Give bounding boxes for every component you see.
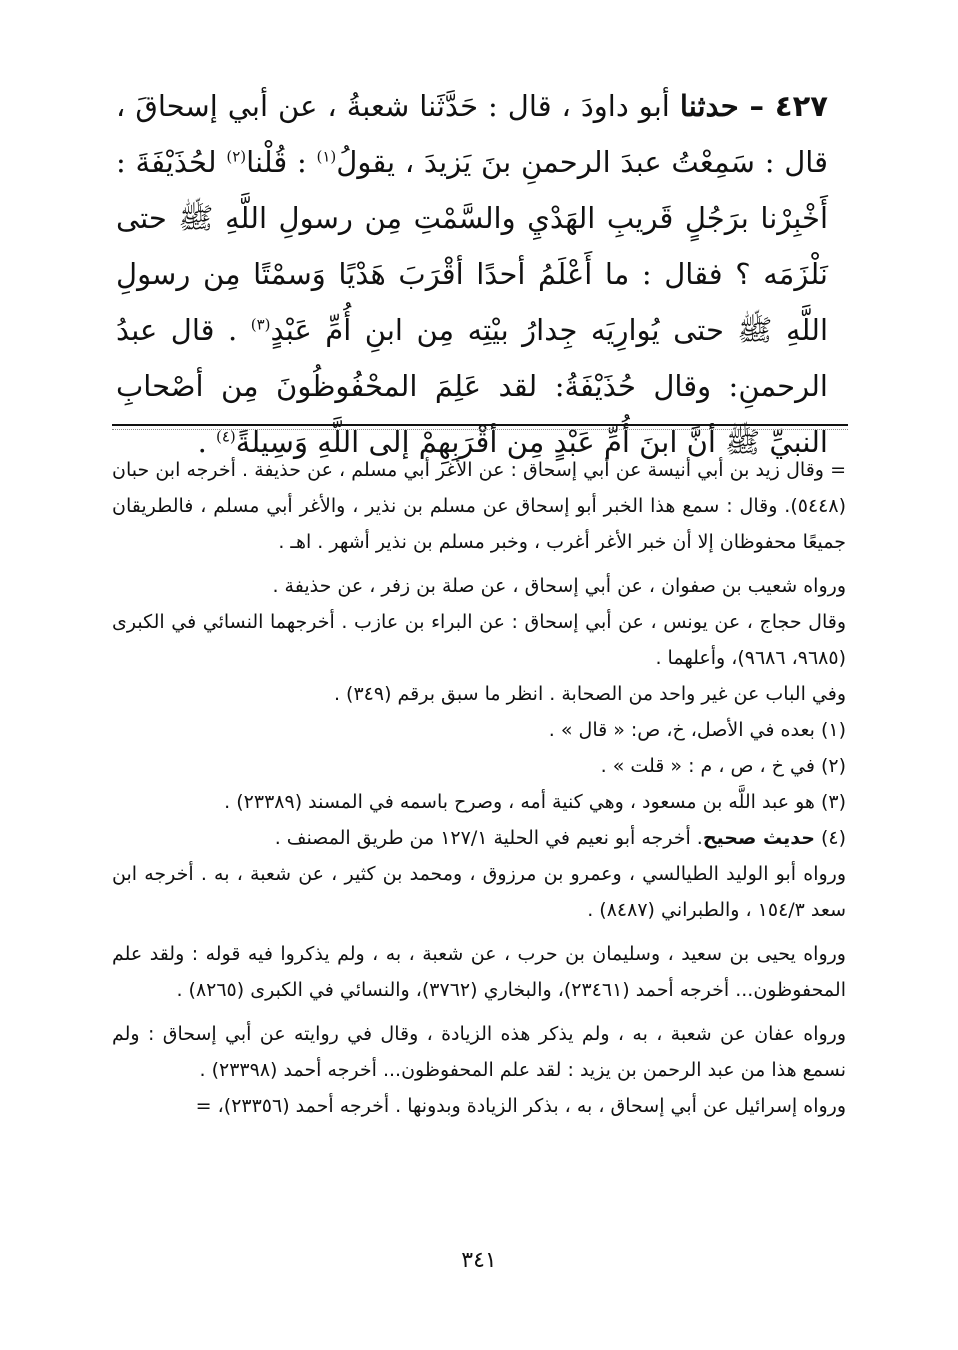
footnote-paragraph: ورواه إسرائيل عن أبي إسحاق ، به ، بذكر الزيادة وبدونها . أخرجه أحمد (٢٣٣٥٦)، =	[195, 1095, 846, 1117]
hadith-paragraph	[116, 78, 828, 470]
footnote-ref-1: (١)	[316, 147, 337, 166]
footnote-2: (٢) في خ ، ص ، م : « قلت » .	[600, 755, 846, 777]
footnote-1: (١) بعده في الأصل، خ، ص: « قال » .	[548, 719, 846, 741]
hadith-seg2: : قُلْنا	[246, 145, 317, 179]
footnote-4-text: . أخرجه أبو نعيم في الحلية ١٢٧/١ من طريق المصنف .	[274, 827, 703, 849]
footnote-4-label: (٤)	[814, 827, 846, 849]
footnote-paragraph: وفي الباب عن غير واحد من الصحابة . انظر ما سبق برقم (٣٤٩) .	[333, 683, 846, 705]
footnote-4	[112, 820, 846, 856]
footnote-paragraph: ورواه عفان عن شعبة ، به ، ولم يذكر هذه الزيادة ، وقال في روايته عن أبي إسحاق : ولم نسمع هذا من عبد الرحمن بن يزيد : لقد علم المحفوظون... أخرجه أحمد (٢٣٣٩٨) .	[112, 1023, 846, 1081]
hadith-dash: –	[738, 89, 775, 123]
footnote-continuation: = وقال زيد بن أبي أنيسة عن أبي إسحاق : عن الأغر أبي مسلم ، عن حذيفة . أخرجه ابن حبان (٥٤٤٨). وقال : سمع هذا الخبر أبو إسحاق عن مسلم بن نذير ، والأغر أبي مسلم ، فالطريقان جميعًا محفوظان إلا أن خبر الأغر أغرب ، وخبر مسلم بن نذير أشهر . اهـ .	[112, 459, 846, 553]
hadith-lead: حدثنا	[679, 89, 739, 123]
footnote-paragraph: وقال حجاج ، عن يونس ، عن أبي إسحاق : عن البراء بن عازب . أخرجهما النسائي في الكبرى (٩٦٨٥، ٩٦٨٦)، وأعلهما .	[112, 611, 846, 669]
hadith-seg3: لحُذَيْفَةَ : أَخْبِرْنا برَجُلٍ قَريبِ الهَدْيِ والسَّمْتِ مِن رسولِ اللَّهِ ﷺ حتى نَلْزَمَه ؟ فقال : ما أَعْلَمُ أحدًا أقْرَبَ هَدْيًا وَسمْتًا مِن رسولِ اللَّهِ ﷺ حتى يُوارِيَه جِدارُ بيْتِه مِن ابنِ أُمِّ عَبْدٍ	[116, 145, 828, 347]
hadith-end: .	[197, 425, 216, 459]
hadith-line1: أبو داودَ ، قال : حَدَّثَنا شعبةُ ، عن أبي إسحاقَ ، قال : سَمِعْتُ عبدَ الرحمنِ بنَ يَزيدَ ، يقولُ	[116, 89, 828, 179]
hadith-seg4: . قال عبدُ الرحمنِ: وقال حُذَيْفَةُ: لقد عَلِمَ المحْفُوظُونَ مِن أصْحابِ النبيِّ ﷺ أنَّ ابنَ أُمِّ عَبْدٍ مِن أقْرَبِهِمْ إلى اللَّهِ وَسِيلةً	[116, 313, 828, 459]
footnote-paragraph: ورواه أبو الوليد الطيالسي ، وعمرو بن مرزوق ، ومحمد بن كثير ، عن شعبة ، به . أخرجه ابن سعد ١٥٤/٣ ، والطبراني (٨٤٨٧) .	[112, 863, 846, 921]
hadith-number: ٤٢٧	[774, 89, 828, 123]
hadith-text	[116, 78, 828, 470]
footnote-ref-4: (٤)	[216, 427, 236, 446]
footnote-3: (٣) هو عبد اللَّه بن مسعود ، وهي كنية أمه ، وصرح باسمه في المسند (٢٣٣٨٩) .	[224, 791, 846, 813]
footnotes-section	[112, 452, 846, 1124]
footnote-ref-3: (٣)	[250, 315, 271, 334]
footnote-divider	[112, 424, 848, 426]
footnote-paragraph: ورواه شعيب بن صفوان ، عن أبي إسحاق ، عن صلة بن زفر ، عن حذيفة .	[272, 575, 846, 597]
footnote-ref-2: (٢)	[226, 147, 247, 166]
page-number: ٣٤١	[461, 1248, 497, 1273]
footnote-4-grade: حديث صحيح	[702, 827, 815, 849]
footnote-paragraph: ورواه يحيى بن سعيد ، وسليمان بن حرب ، عن شعبة ، به ، ولم يذكروا فيه قوله : ولقد علم المحفوظون... أخرجه أحمد (٢٣٤٦١)، والبخاري (٣٧٦٢)، والنسائي في الكبرى (٨٢٦٥) .	[112, 943, 846, 1001]
